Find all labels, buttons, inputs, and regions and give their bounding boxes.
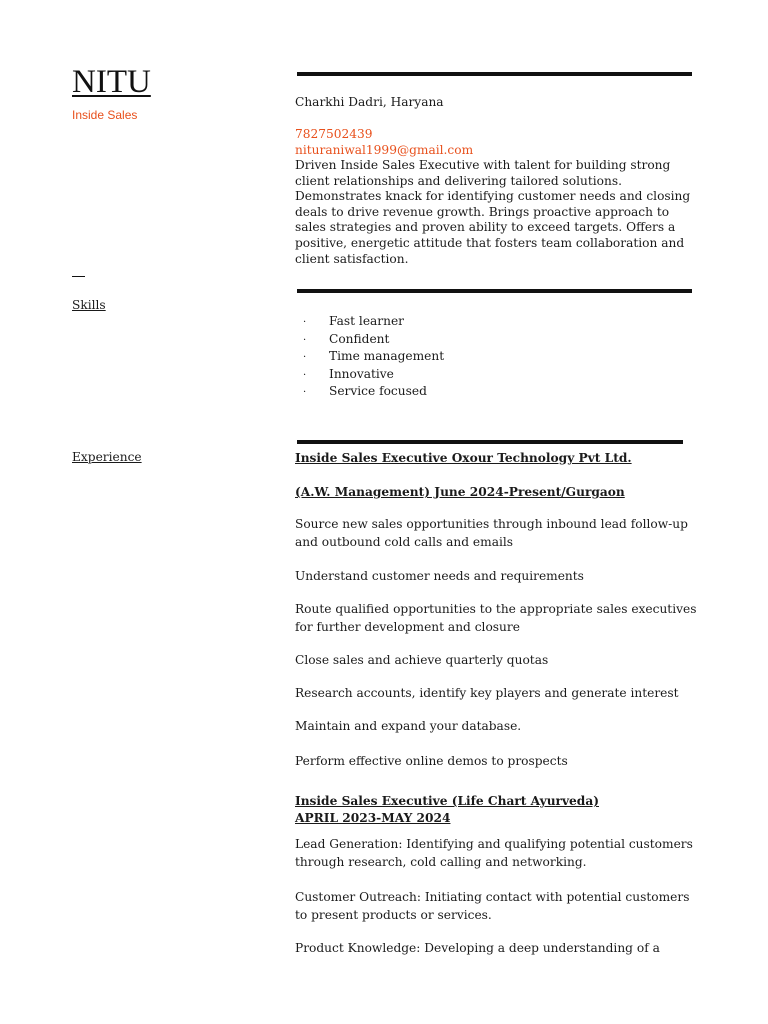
list-item [303, 366, 444, 384]
list-item [303, 348, 444, 366]
experience-rule [297, 440, 683, 444]
skill-label: Fast learner [329, 314, 405, 328]
job2-title: Inside Sales Executive (Life Chart Ayurveda) [295, 794, 599, 808]
skills-list [303, 313, 444, 401]
experience-heading: Experience [72, 450, 142, 464]
divider-dash [72, 276, 85, 277]
skills-heading: Skills [72, 298, 106, 312]
skill-label: Time management [329, 349, 445, 364]
location: Charkhi Dadri, Haryana [295, 95, 444, 109]
bullet-icon: · [303, 369, 307, 381]
job1-duty: Research accounts, identify key players and generate interest [295, 686, 679, 700]
job1-duty: Maintain and expand your database. [295, 719, 522, 733]
summary: Driven Inside Sales Executive with talent for building strong client relationships and delivering tailored solutions. Demonstrates knack for identifying customer needs and closing deals to drive revenue growth. Brings proactive approach to sales strategies and proven ability to exceed targets. Offers a positive, energetic attitude that fosters team collaboration and client satisfaction. [295, 158, 691, 266]
bullet-icon: · [303, 334, 307, 346]
skill-label: Innovative [329, 366, 394, 381]
header-rule [297, 72, 692, 76]
job2-duty: Lead Generation: Identifying and qualifying potential customers through research, cold calling and networking. [295, 837, 693, 869]
email: nituraniwal1999@gmail.com [295, 143, 474, 157]
bullet-icon: · [303, 387, 307, 399]
bullet-icon: · [303, 352, 307, 364]
job2-duty: Product Knowledge: Developing a deep understanding of a [295, 941, 660, 955]
list-item [303, 331, 444, 349]
list-item [303, 383, 444, 401]
list-item [303, 313, 444, 331]
job1-duty: Understand customer needs and requirements [295, 569, 584, 583]
job1-duty: Perform effective online demos to prospects [295, 754, 568, 768]
skill-label: Service focused [329, 384, 427, 399]
candidate-role: Inside Sales [72, 108, 138, 122]
job2-dates: APRIL 2023-MAY 2024 [295, 811, 451, 825]
job1-title: Inside Sales Executive Oxour Technology Pvt Ltd. [295, 451, 632, 465]
phone: 7827502439 [295, 127, 373, 141]
candidate-name: NITU [72, 64, 151, 100]
skills-rule [297, 289, 692, 293]
job1-subtitle: (A.W. Management) June 2024-Present/Gurgaon [295, 485, 625, 499]
job1-duty: Source new sales opportunities through inbound lead follow-up and outbound cold calls and emails [295, 517, 688, 549]
job2-duty: Customer Outreach: Initiating contact with potential customers to present products or services. [295, 890, 690, 922]
job1-duty: Close sales and achieve quarterly quotas [295, 653, 549, 667]
job1-duty: Route qualified opportunities to the appropriate sales executives for further development and closure [295, 602, 697, 634]
bullet-icon: · [303, 317, 307, 328]
skill-label: Confident [329, 331, 390, 346]
